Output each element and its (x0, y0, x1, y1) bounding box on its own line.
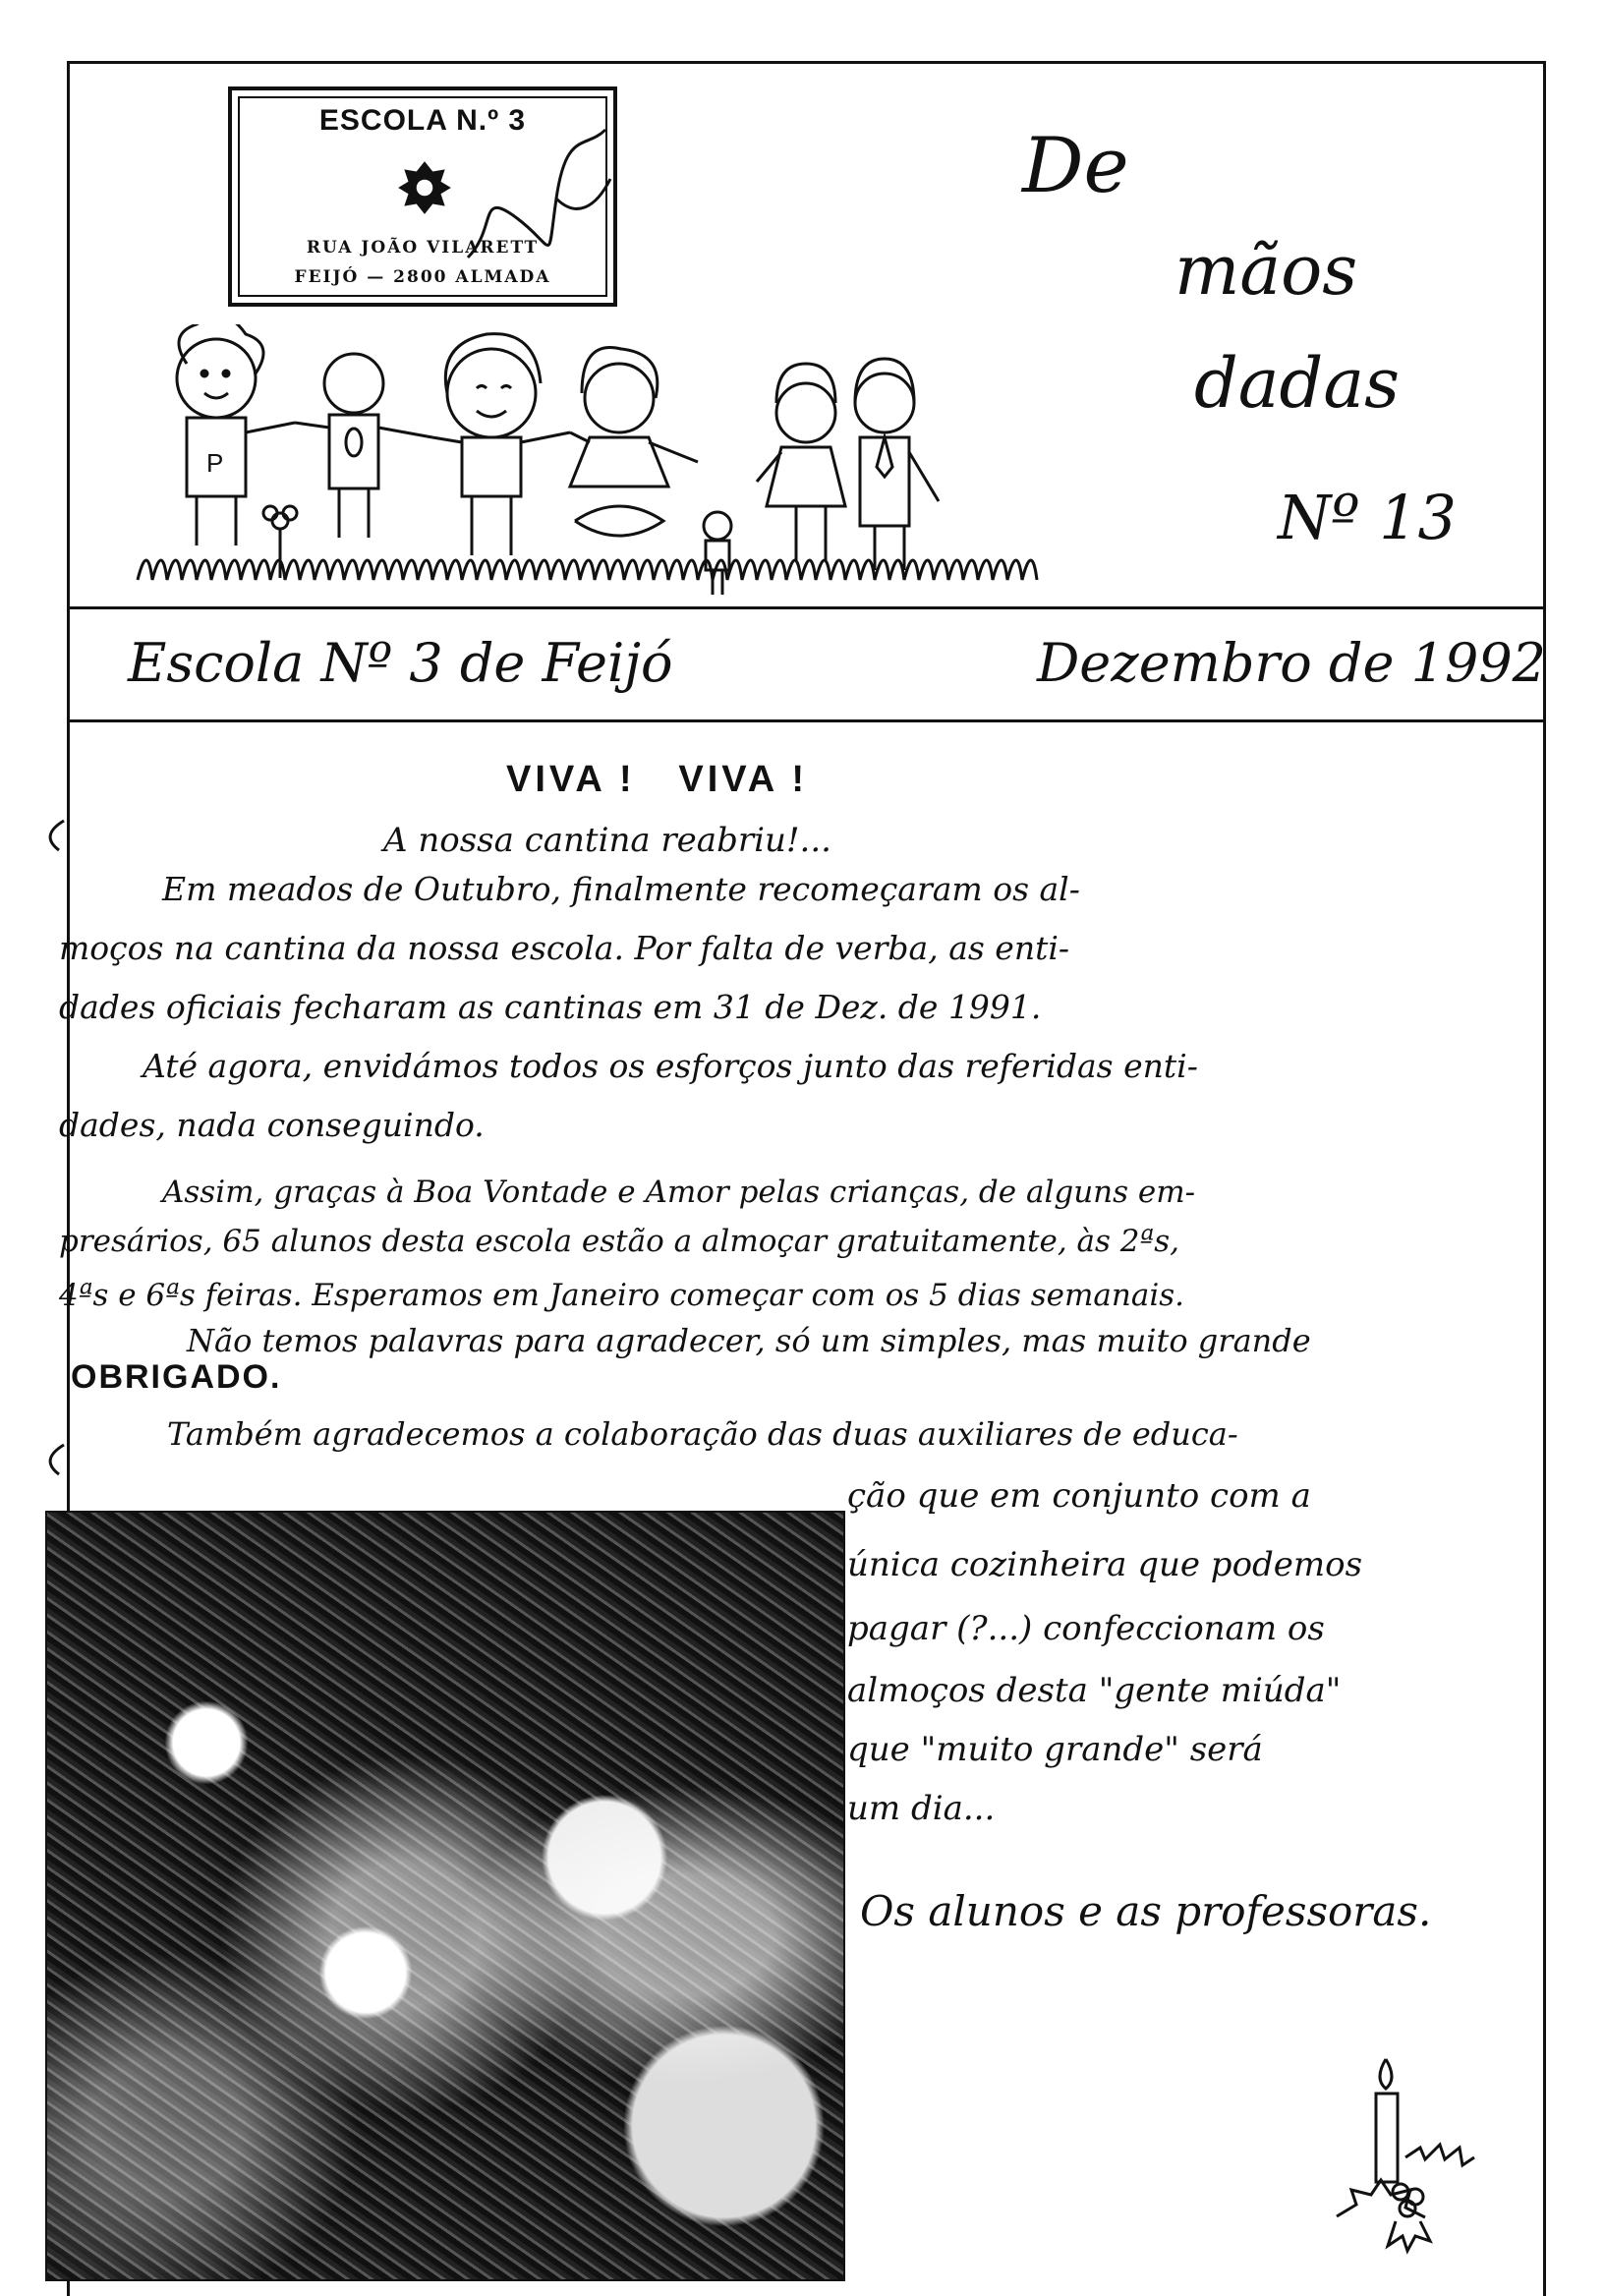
masthead-title-word3: dadas (1194, 343, 1401, 424)
svg-text:P: P (206, 448, 224, 478)
article-line: presários, 65 alunos desta escola estão a almoçar gratuitamente, às 2ªs, (59, 1224, 1180, 1259)
candle-holly-icon (1317, 2049, 1494, 2256)
thanks-word: OBRIGADO. (71, 1358, 282, 1396)
closing-signature: Os alunos e as professoras. (860, 1887, 1432, 1935)
article-line: Também agradecemos a colaboração das duas auxiliares de educa- (167, 1415, 1238, 1453)
cafeteria-photo (45, 1511, 845, 2281)
school-stamp (228, 86, 617, 307)
header-strip-divider (67, 719, 1546, 722)
article-line: dades, nada conseguindo. (59, 1106, 485, 1144)
margin-mark-icon (39, 1440, 79, 1479)
article-headline: VIVA ! VIVA ! (506, 759, 809, 800)
right-column-line: um dia... (847, 1789, 996, 1828)
article-subheadline: A nossa cantina reabriu!... (383, 821, 831, 860)
article-line: 4ªs e 6ªs feiras. Esperamos em Janeiro começar com os 5 dias semanais. (59, 1278, 1185, 1313)
article-line: dades oficiais fecharam as cantinas em 31 de Dez. de 1991. (59, 988, 1042, 1026)
issue-number: Nº 13 (1278, 482, 1458, 553)
right-column-line: que "muito grande" será (847, 1730, 1263, 1769)
article-line: moços na cantina da nossa escola. Por falta de verba, as enti- (59, 929, 1070, 967)
article-line: Até agora, envidámos todos os esforços junto das referidas enti- (143, 1047, 1198, 1085)
article-line: Assim, graças à Boa Vontade e Amor pelas crianças, de alguns em- (162, 1175, 1196, 1210)
right-column-line: almoços desta "gente miúda" (847, 1671, 1342, 1710)
stamp-address-line1: RUA JOÃO VILARETT (306, 238, 540, 258)
article-line: Em meados de Outubro, finalmente recomeçaram os al- (162, 870, 1080, 908)
right-column-line: ção que em conjunto com a (847, 1476, 1311, 1516)
school-name: Escola Nº 3 de Feijó (128, 632, 673, 694)
masthead-title-word1: De (1022, 122, 1129, 210)
margin-mark-icon (39, 816, 79, 855)
issue-date: Dezembro de 1992 (1037, 632, 1547, 694)
right-column-line: única cozinheira que podemos (847, 1545, 1363, 1584)
children-holding-hands-drawing (128, 324, 1111, 609)
stamp-title: ESCOLA N.º 3 (318, 104, 527, 137)
stamp-address-line2: FEIJÓ — 2800 ALMADA (294, 267, 551, 287)
masthead-title-word2: mãos (1174, 230, 1358, 311)
article-line: Não temos palavras para agradecer, só um simples, mas muito grande (187, 1322, 1311, 1359)
right-column-line: pagar (?...) confeccionam os (847, 1609, 1325, 1648)
handwritten-signature (438, 110, 625, 297)
